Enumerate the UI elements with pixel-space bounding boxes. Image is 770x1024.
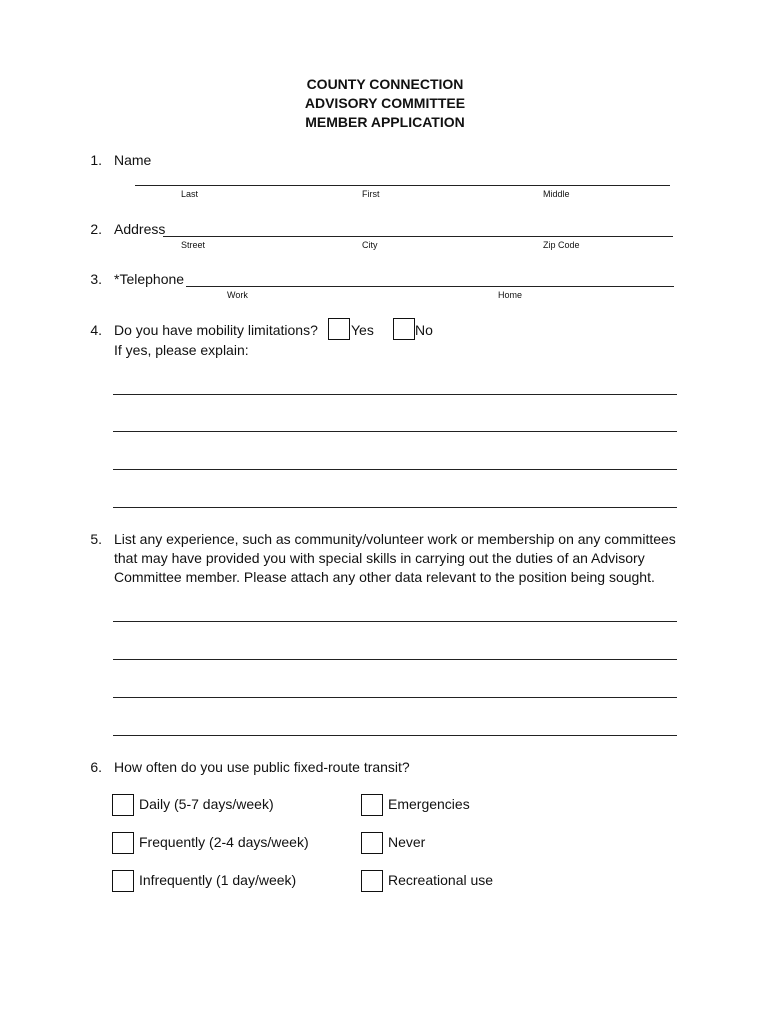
question-5-number: 5. — [90, 531, 102, 547]
transit-never-checkbox[interactable] — [361, 832, 383, 854]
experience-line[interactable] — [113, 697, 677, 698]
explain-line[interactable] — [113, 469, 677, 470]
question-1-label: Name — [114, 152, 152, 168]
telephone-sublabel-home: Home — [498, 290, 523, 300]
address-sublabel-city: City — [362, 240, 378, 250]
question-6-label: How often do you use public fixed-route transit? — [114, 759, 410, 775]
transit-daily-label: Daily (5-7 days/week) — [139, 796, 274, 812]
mobility-yes-label: Yes — [351, 322, 374, 338]
explain-line[interactable] — [113, 394, 677, 395]
question-3-label: *Telephone — [114, 271, 185, 287]
question-5-text-line-3: Committee member. Please attach any other data relevant to the position being sought. — [114, 569, 655, 585]
name-sublabel-middle: Middle — [543, 189, 570, 199]
transit-never-label: Never — [388, 834, 426, 850]
address-field-line[interactable] — [163, 236, 673, 237]
question-4-label: Do you have mobility limitations? — [114, 322, 318, 338]
transit-frequently-checkbox[interactable] — [112, 832, 134, 854]
transit-infrequently-label: Infrequently (1 day/week) — [139, 872, 297, 888]
question-5-text-line-2: that may have provided you with special skills in carrying out the duties of an Advisory — [114, 550, 645, 566]
experience-line[interactable] — [113, 621, 677, 622]
experience-line[interactable] — [113, 659, 677, 660]
question-2-label: Address — [114, 221, 166, 237]
question-1-number: 1. — [90, 152, 102, 168]
transit-emergencies-label: Emergencies — [388, 796, 470, 812]
transit-recreational-checkbox[interactable] — [361, 870, 383, 892]
name-field-line[interactable] — [135, 185, 670, 186]
mobility-yes-checkbox[interactable] — [328, 318, 350, 340]
address-sublabel-street: Street — [181, 240, 206, 250]
form-title-line-3: MEMBER APPLICATION — [305, 114, 465, 130]
telephone-field-line[interactable] — [186, 286, 674, 287]
explain-line[interactable] — [113, 507, 677, 508]
form-title-line-1: COUNTY CONNECTION — [306, 76, 464, 92]
experience-line[interactable] — [113, 735, 677, 736]
name-sublabel-first: First — [362, 189, 380, 199]
transit-infrequently-checkbox[interactable] — [112, 870, 134, 892]
transit-daily-checkbox[interactable] — [112, 794, 134, 816]
name-sublabel-last: Last — [181, 189, 199, 199]
mobility-no-label: No — [415, 322, 433, 338]
question-6-number: 6. — [90, 759, 102, 775]
telephone-sublabel-work: Work — [227, 290, 248, 300]
transit-recreational-label: Recreational use — [388, 872, 494, 888]
form-title-line-2: ADVISORY COMMITTEE — [304, 95, 466, 111]
explain-line[interactable] — [113, 431, 677, 432]
mobility-no-checkbox[interactable] — [393, 318, 415, 340]
mobility-explain-prompt: If yes, please explain: — [114, 342, 249, 358]
question-5-text-line-1: List any experience, such as community/volunteer work or membership on any committees — [114, 531, 676, 547]
question-2-number: 2. — [90, 221, 102, 237]
transit-emergencies-checkbox[interactable] — [361, 794, 383, 816]
address-sublabel-zip: Zip Code — [543, 240, 580, 250]
transit-frequently-label: Frequently (2-4 days/week) — [139, 834, 309, 850]
question-4-number: 4. — [90, 322, 102, 338]
question-3-number: 3. — [90, 271, 102, 287]
